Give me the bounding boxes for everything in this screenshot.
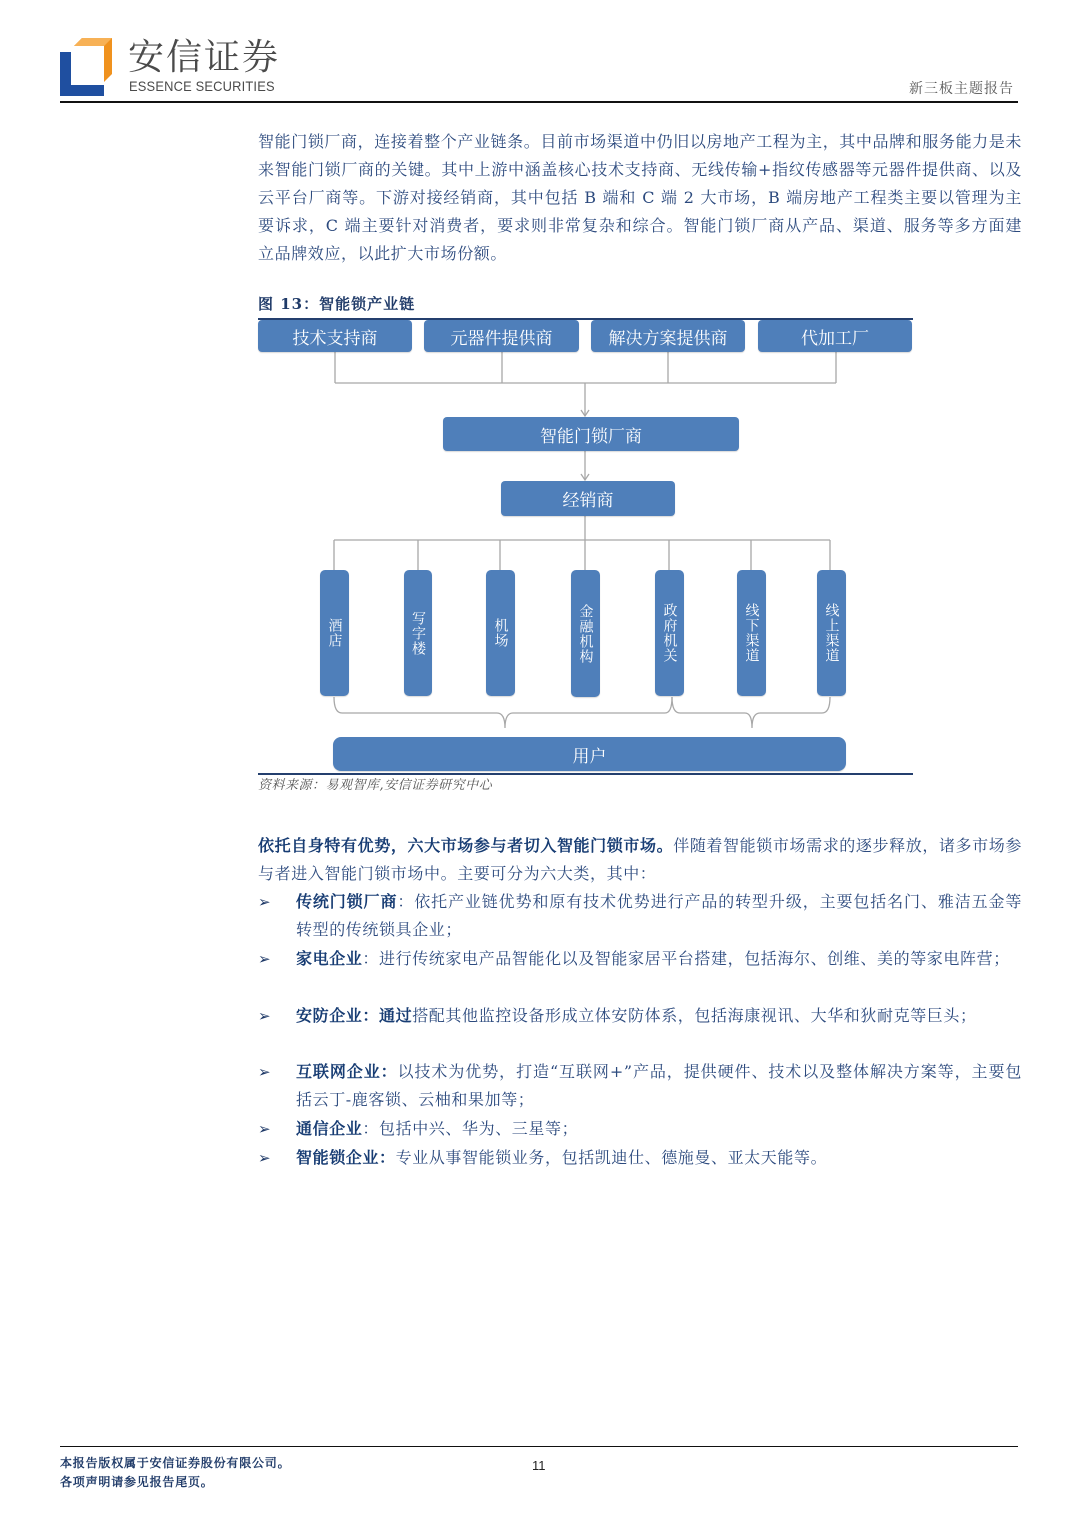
bullet-title: 通信企业: [296, 1119, 363, 1138]
channel-box-offline: 线下渠道: [737, 570, 766, 696]
figure-source: 资料来源：易观智库,安信证券研究中心: [258, 778, 493, 793]
upstream-box-tech-support: 技术支持商: [258, 320, 412, 352]
bullet-title: 智能锁企业：: [296, 1148, 396, 1167]
section-lead-bold: 依托自身特有优势，六大市场参与者切入智能门锁市场。: [258, 836, 674, 855]
channel-box-hotel: 酒店: [320, 570, 349, 696]
figure-title: 图 13：智能锁产业链: [258, 295, 416, 313]
bullet-title: 传统门锁厂商: [296, 892, 398, 911]
arrow-bullet-icon: ➢: [258, 1149, 272, 1167]
channel-box-airport: 机场: [486, 570, 515, 696]
arrow-bullet-icon: ➢: [258, 1063, 272, 1081]
bullet-text: ：包括中兴、华为、三星等；: [362, 1119, 579, 1138]
bullet-text: 搭配其他监控设备形成立体安防体系，包括海康视讯、大华和狄耐克等巨头；: [412, 1006, 977, 1025]
distributor-box: 经销商: [501, 481, 675, 516]
bullet-item: [258, 1144, 1022, 1172]
upstream-box-oem: 代加工厂: [758, 320, 912, 352]
disclaimer-notice: 各项声明请参见报告尾页。: [60, 1475, 214, 1489]
bullet-text: ：依托产业链优势和原有技术优势进行产品的转型升级，主要包括名门、雅洁五金等转型的传统锁具企业；: [296, 892, 1022, 939]
arrow-bullet-icon: ➢: [258, 893, 272, 911]
bullet-item: [258, 1115, 1022, 1143]
company-name-en: ESSENCE SECURITIES: [129, 78, 275, 94]
manufacturer-box: 智能门锁厂商: [443, 417, 739, 451]
copyright-notice: 本报告版权属于安信证券股份有限公司。: [60, 1456, 291, 1470]
section-lead-text: 伴随着智能锁市场需求的逐步释放，诸多市场参与者进入智能门锁市场中。主要可分为六大类，其中：: [258, 836, 1022, 883]
channel-box-government: 政府机关: [655, 570, 684, 696]
bullet-item: [258, 888, 1022, 944]
bullet-title: 家电企业: [296, 949, 363, 968]
channel-box-office: 写字楼: [404, 570, 432, 696]
arrow-bullet-icon: ➢: [258, 1120, 272, 1138]
bullet-text: 专业从事智能锁业务，包括凯迪仕、德施曼、亚太天能等。: [395, 1148, 828, 1167]
upstream-box-solutions: 解决方案提供商: [591, 320, 745, 352]
bullet-text: ：进行传统家电产品智能化以及智能家居平台搭建，包括海尔、创维、美的等家电阵营；: [362, 949, 1010, 968]
bullet-item: [258, 1058, 1022, 1114]
bullet-title: 互联网企业：: [296, 1062, 398, 1081]
end-user-box: 用户: [333, 737, 846, 771]
channel-box-online: 线上渠道: [817, 570, 846, 696]
intro-paragraph: 智能门锁厂商，连接着整个产业链条。目前市场渠道中仍旧以房地产工程为主，其中品牌和服务能力是未来智能门锁厂商的关键。其中上游中涵盖核心技术支持商、无线传输+指纹传感器等元器件提供商、以及云平台厂商等。下游对接经销商，其中包括 B 端和 C 端 2 大市场，B 端房地产工程类主要以管理为主要诉求，C 端主要针对消费者，要求则非常复杂和综合。智能门锁厂商从产品、渠道、服务等多方面建立品牌效应，以此扩大市场份额。: [258, 132, 1022, 263]
bullet-title: 安防企业：通过: [296, 1006, 413, 1025]
arrow-bullet-icon: ➢: [258, 950, 272, 968]
section-lead-paragraph: [258, 832, 1022, 888]
bullet-item: [258, 945, 1022, 1001]
page-number: 11: [532, 1458, 546, 1473]
footer-divider: [60, 1446, 1018, 1447]
arrow-bullet-icon: ➢: [258, 1007, 272, 1025]
figure-bottom-rule: [258, 773, 913, 775]
upstream-box-components: 元器件提供商: [424, 320, 579, 352]
bullet-text: 以技术为优势，打造“互联网+”产品，提供硬件、技术以及整体解决方案等，主要包括云丁-鹿客锁、云柚和果加等；: [296, 1062, 1022, 1109]
channel-box-finance: 金融机构: [571, 570, 600, 697]
company-name-cn: 安信证券: [128, 37, 281, 78]
report-type-label: 新三板主题报告: [909, 81, 1014, 97]
bullet-item: [258, 1002, 1022, 1058]
